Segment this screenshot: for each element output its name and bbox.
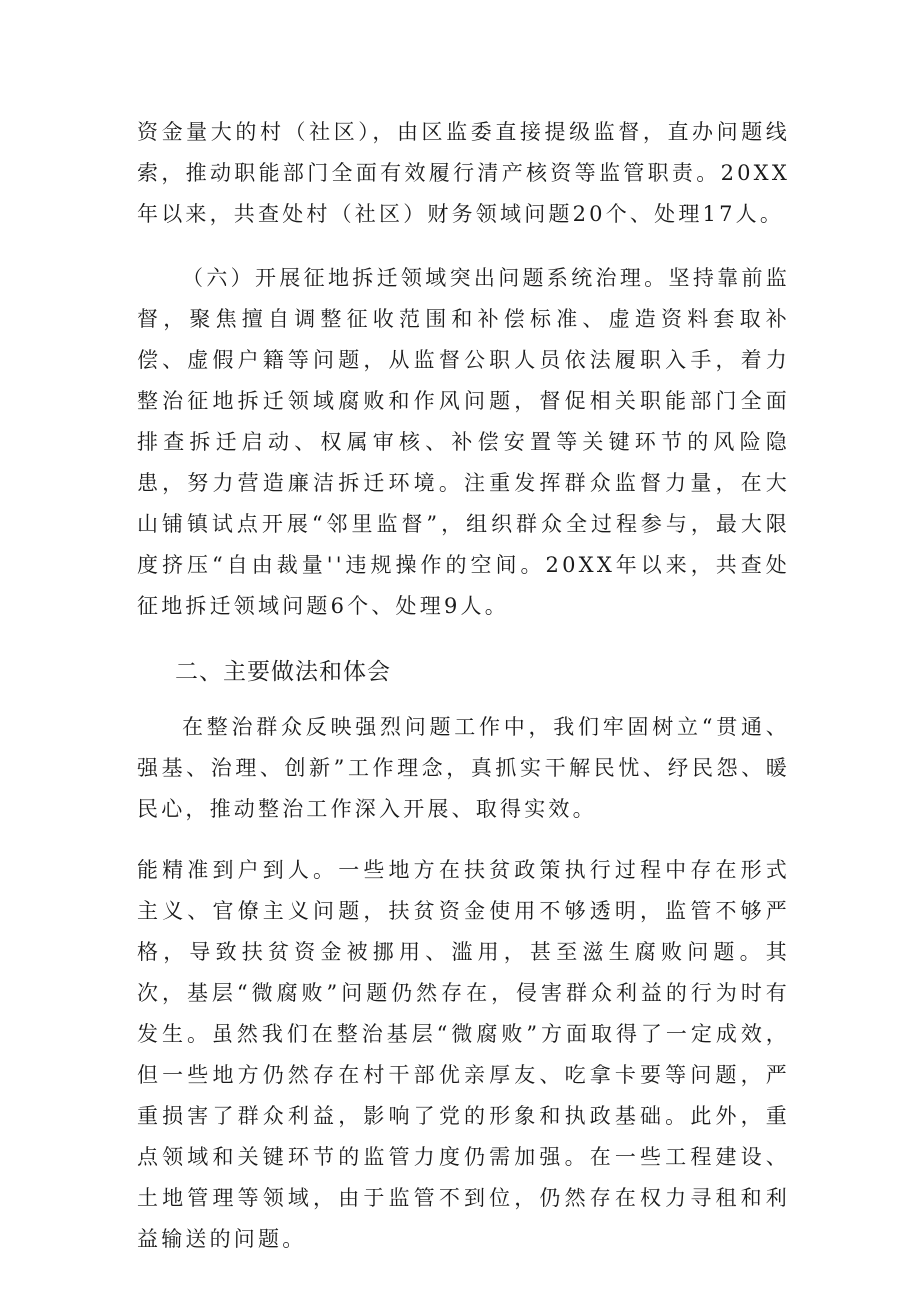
paragraph-work-philosophy: 在整治群众反映强烈问题工作中，我们牢固树立“贯通、强基、治理、创新”工作理念，真抓实干解民忧、纾民怨、暖民心，推动整治工作深入开展、取得实效。 — [137, 715, 790, 821]
paragraph-land-requisition: （六）开展征地拆迁领域突出问题系统治理。坚持靠前监督，聚焦擅自调整征收范围和补偿标准、虚造资料套取补偿、虚假户籍等问题，从监督公职人员依法履职入手，着力整治征地拆迁领域腐败和作风问题，督促相关职能部门全面排查拆迁启动、权属审核、补偿安置等关键环节的风险隐患，努力营造廉洁拆迁环境。注重发挥群众监督力量，在大山铺镇试点开展“邻里监督”，组织群众全过程参与，最大限度挤压“自由裁量''违规操作的空间。20XX年以来，共查处征地拆迁领域问题6个、处理9人。 — [137, 266, 790, 618]
paragraph-village-finance: 资金量大的村（社区），由区监委直接提级监督，直办问题线索，推动职能部门全面有效履行清产核资等监管职责。20XX年以来，共查处村（社区）财务领域问题20个、处理17人。 — [137, 120, 790, 226]
paragraph-problems: 能精准到户到人。一些地方在扶贫政策执行过程中存在形式主义、官僚主义问题，扶贫资金使用不够透明，监管不够严格，导致扶贫资金被挪用、滥用，甚至滋生腐败问题。其次，基层“微腐败”问题仍然存在，侵害群众利益的行为时有发生。虽然我们在整治基层“微腐败”方面取得了一定成效，但一些地方仍然存在村干部优亲厚友、吃拿卡要等问题，严重损害了群众利益，影响了党的形象和执政基础。此外，重点领域和关键环节的监管力度仍需加强。在一些工程建设、土地管理等领域，由于监管不到位，仍然存在权力寻租和利益输送的问题。 — [137, 858, 790, 1251]
section-heading: 二、主要做法和体会 — [175, 659, 391, 685]
